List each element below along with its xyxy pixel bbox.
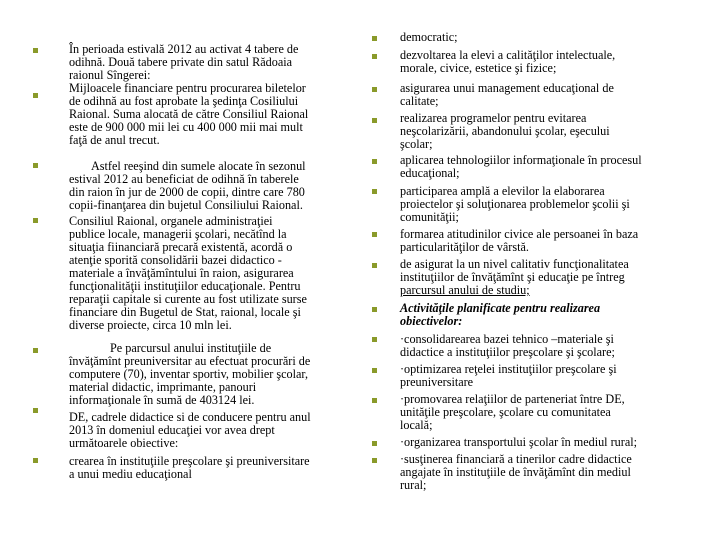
text-line: de odihnă au fost aprobate la şedinţa Cosiliului [69,94,299,108]
text-line: Mijloacele financiare pentru procurarea biletelor [69,81,306,95]
text-line: realizarea programelor pentru evitarea [400,111,587,125]
text-line: 2013 în domeniul educaţiei vor avea drept [69,423,275,437]
text-line: Raional. Suma alocată de către Consiliul Raional [69,107,309,121]
text-line: de asigurat la un nivel calitativ funcţionalitatea [400,257,629,271]
bullet-icon [372,159,377,164]
bullet-icon [372,54,377,59]
bullet-icon [372,118,377,123]
bullet-icon [372,368,377,373]
text-line: Consiliul Raional, organele administraţiei [69,214,273,228]
text-line: democratic; [400,30,458,44]
text-line: parcursul anului de studiu; [400,283,530,297]
text-line: situaţia fiinanciară precară existentă, acordă o [69,240,293,254]
text-line: a unui mediu educaţional [69,467,192,481]
text-line: asigurarea unui management educaţional de [400,81,614,95]
text-line: material didactic, imprimante, panouri [69,380,257,394]
text-line: copii-finanţarea din bujetul Consiliului Raional. [69,198,303,212]
text-line: estival 2012 au beneficiat de odihnă în taberele [69,172,299,186]
text-line: locală; [400,418,433,432]
text-line: educaţional; [400,166,460,180]
bullet-icon [33,458,38,463]
text-line: şcolar; [400,137,433,151]
bullet-icon [372,36,377,41]
text-line: raionul Sîngerei: [69,68,151,82]
text-line: neşcolarizării, abandonului şcolar, eşecului [400,124,610,138]
text-line: preuniversitare [400,375,474,389]
bullet-icon [372,189,377,194]
text-line: didactice a instituţiilor preşcolare şi şcolare; [400,345,615,359]
text-line: diverse proiecte, circa 10 mln lei. [69,318,232,332]
text-line: învăţămînt preuniversitar au efectuat procurări de [69,354,311,368]
text-line: aplicarea tehnologiilor informaţionale în procesul [400,153,642,167]
text-line: din raion în jur de 2000 de copii, dintre care 780 [69,185,305,199]
bullet-icon [33,408,38,413]
text-line: participarea amplă a elevilor la elaborarea [400,184,605,198]
text-line: ·optimizarea reţelei instituţiilor preşcolare şi [400,362,617,376]
text-line: DE, cadrele didactice si de conducere pentru anul [69,410,311,424]
text-line: angajate în instituţiile de învăţămînt din mediul [400,465,631,479]
text-line: odihnă. Două tabere private din satul Rădoaia [69,55,293,69]
text-line: crearea în instituţiile preşcolare şi preuniversitare [69,454,310,468]
bullet-icon [372,232,377,237]
bullet-icon [372,398,377,403]
bullet-icon [372,263,377,268]
text-line: materiale a învăţămîntului în raion, asigurarea [69,266,294,280]
text-line: rural; [400,478,427,492]
bullet-icon [372,458,377,463]
text-line: proiectelor şi soluţionarea problemelor şcolii şi [400,197,630,211]
bullet-icon [372,441,377,446]
text-line: dezvoltarea la elevi a calităţilor intelectuale, [400,48,616,62]
section-heading: Activităţile planificate pentru realizarea [400,301,601,315]
text-line: informaţionale în sumă de 403124 lei. [69,393,255,407]
text-line: instituţiilor de învăţămînt şi educaţie pe întreg [400,270,625,284]
bullet-icon [33,48,38,53]
bullet-icon [33,93,38,98]
text-line: reparaţii capitale si curente au fost utilizate surse [69,292,307,306]
text-line: financiare din Bugetul de Stat, raional, locale şi [69,305,301,319]
text-line: ·susţinerea financiară a tinerilor cadre didactice [400,452,632,466]
text-line: ·organizarea transportului şcolar în mediul rural; [400,435,638,449]
text-line: atenţie sporită consolidării bazei didactico - [69,253,282,267]
text-line: publice locale, managerii şcolari, necătînd la [69,227,287,241]
bullet-icon [33,218,38,223]
text-line: morale, civice, estetice şi fizice; [400,61,557,75]
section-heading: obiectivelor: [400,314,463,328]
text-line: Pe parcursul anului instituţiile de [110,341,272,355]
bullet-icon [372,337,377,342]
text-line: computere (70), inventar sportiv, mobilier şcolar, [69,367,309,381]
text-line: este de 900 000 mii lei cu 400 000 mii mai mult [69,120,303,134]
text-line: faţă de anul trecut. [69,133,160,147]
text-line: calitate; [400,94,439,108]
text-line: Astfel reeşind din sumele alocate în sezonul [91,159,306,173]
bullet-icon [33,348,38,353]
bullet-icon [372,87,377,92]
text-line: În perioada estivală 2012 au activat 4 tabere de [69,42,299,56]
text-line: următoarele obiective: [69,436,179,450]
bullet-icon [372,307,377,312]
text-line: comunităţii; [400,210,459,224]
text-line: unităţile preşcolare, şcolare cu comunitatea [400,405,611,419]
bullet-icon [33,163,38,168]
text-line: ·promovarea relaţiilor de parteneriat între DE, [400,392,625,406]
text-line: particularităţilor de vârstă. [400,240,529,254]
text-line: funcţionalităţii instituţiilor educaţionale. Pentru [69,279,301,293]
text-line: formarea atitudinilor civice ale persoanei în baza [400,227,639,241]
text-line: ·consolidarearea bazei tehnico –materiale şi [400,332,614,346]
